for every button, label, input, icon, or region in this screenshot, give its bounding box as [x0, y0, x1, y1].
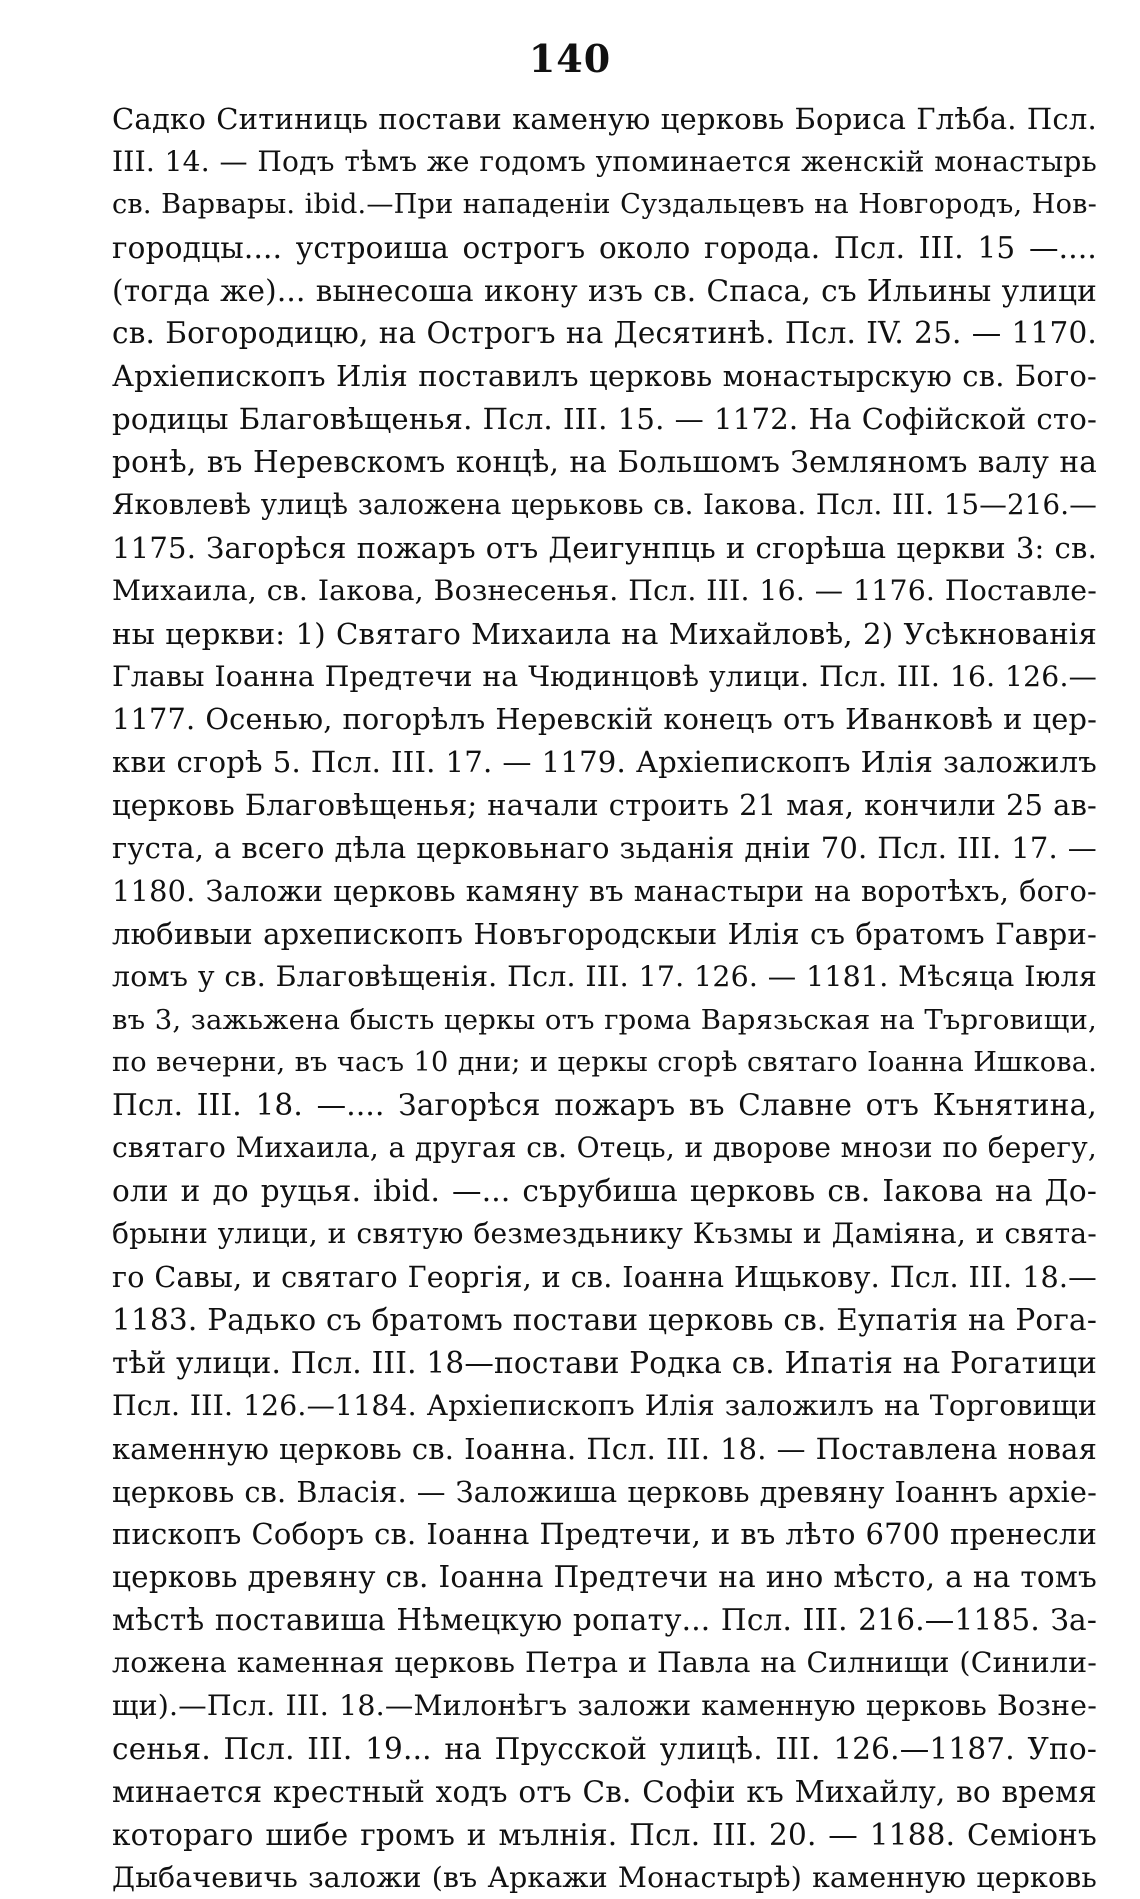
text-line: Архіепископъ Илія поставилъ церковь монастырскую св. Бого-: [112, 359, 1097, 394]
text-line: Псл. III. 18. —.... Загорѣся пожаръ въ Славне отъ Кънятина,: [112, 1088, 1097, 1123]
text-line: святаго Михаила, а другая св. Отець, и дворове мнози по берегу,: [112, 1131, 1097, 1165]
text-line: мѣстѣ поставиша Нѣмецкую ропату... Псл. III. 216.—1185. За-: [112, 1603, 1097, 1638]
text-line: по вечерни, въ часъ 10 дни; и церкы сгорѣ святаго Іоанна Ишкова.: [112, 1046, 1097, 1078]
text-line: пископъ Соборъ св. Іоанна Предтечи, и въ лѣто 6700 пренесли: [112, 1517, 1097, 1552]
text-line: щи).—Псл. III. 18.—Милонѣгъ заложи каменную церковь Возне-: [112, 1688, 1097, 1722]
text-line: III. 14. — Подъ тѣмъ же годомъ упоминается женскій монастырь: [112, 144, 1097, 178]
text-line: ронѣ, въ Неревскомъ концѣ, на Большомъ Земляномъ валу на: [112, 445, 1097, 480]
text-line: 1175. Загорѣся пожаръ отъ Деигунпць и сгорѣша церкви 3: св.: [112, 530, 1097, 565]
text-line: кви сгорѣ 5. Псл. III. 17. — 1179. Архіепископъ Илія заложилъ: [112, 745, 1097, 780]
text-line: городцы.... устроиша острогъ около города. Псл. III. 15 —....: [112, 230, 1097, 265]
text-line: церковь св. Власія. — Заложиша церковь древяну Іоаннъ архіе-: [112, 1474, 1097, 1509]
text-line: Дыбачевичь заложи (въ Аркажи Монастырѣ) каменную церковь: [112, 1860, 1097, 1894]
text-line: минается крестный ходъ отъ Св. Софіи къ Михайлу, во время: [112, 1774, 1097, 1809]
text-line: 1177. Осенью, погорѣлъ Неревскій конецъ отъ Иванковѣ и цер-: [112, 702, 1097, 737]
text-line: 1180. Заложи церковь камяну въ манастыри на воротѣхъ, бого-: [112, 874, 1097, 909]
text-line: Псл. III. 126.—1184. Архіепископъ Илія заложилъ на Торговищи: [112, 1388, 1097, 1422]
text-line: ложена каменная церковь Петра и Павла на Силнищи (Синили-: [112, 1646, 1097, 1680]
text-line: Михаила, св. Іакова, Вознесенья. Псл. III. 16. — 1176. Поставле-: [112, 573, 1097, 607]
text-line: котораго шибе громъ и мълнія. Псл. III. 20. — 1188. Семіонъ: [112, 1817, 1097, 1852]
text-line: Садко Ситиниць постави каменую церковь Бориса Глѣба. Псл.: [112, 102, 1097, 136]
text-line: церковь Благовѣщенья; начали строить 21 мая, кончили 25 ав-: [112, 788, 1097, 823]
text-line: брыни улици, и святую безмездьнику Къзмы и Даміяна, и свята-: [112, 1217, 1097, 1251]
text-line: любивыи архепископъ Новъгородскыи Илія съ братомъ Гаври-: [112, 916, 1097, 951]
text-line: го Савы, и святаго Георгія, и св. Іоанна Ищькову. Псл. III. 18.—: [112, 1260, 1097, 1295]
text-line: 1183. Радько съ братомъ постави церковь св. Еупатія на Рога-: [112, 1302, 1097, 1337]
body-text: [112, 98, 1097, 1899]
text-line: ны церкви: 1) Святаго Михаила на Михайловѣ, 2) Усѣкнованія: [112, 616, 1097, 651]
text-line: ломъ у св. Благовѣщенія. Псл. III. 17. 126. — 1181. Мѣсяца Іюля: [112, 959, 1097, 993]
text-line: въ 3, зажьжена бысть церкы отъ грома Варязьская на Търгoвищи,: [112, 1003, 1097, 1036]
text-line: сенья. Псл. III. 19... на Прусской улицѣ. III. 126.—1187. Упо-: [112, 1731, 1097, 1766]
text-line: родицы Благовѣщенья. Псл. III. 15. — 1172. На Софійской сто-: [112, 402, 1097, 437]
text-line: тѣй улици. Псл. III. 18—постави Родка св. Ипатія на Рогатици: [112, 1345, 1097, 1380]
text-line: церковь древяну св. Іоанна Предтечи на ино мѣсто, а на томъ: [112, 1560, 1097, 1595]
page-number: 140: [528, 36, 612, 81]
text-line: св. Варвары. ibid.—При нападеніи Суздальцевъ на Новгородъ, Нов-: [112, 188, 1097, 220]
text-line: св. Богородицю, на Острогъ на Десятинѣ. Псл. IV. 25. — 1170.: [112, 316, 1097, 351]
text-line: Яковлевѣ улицѣ заложена церьковь св. Іакова. Псл. III. 15—216.—: [112, 488, 1097, 522]
text-line: густа, а всего дѣла церковьнаго зьданія дніи 70. Псл. III. 17. —: [112, 831, 1097, 866]
text-line: Главы Іоанна Предтечи на Чюдинцовѣ улици. Псл. III. 16. 126.—: [112, 659, 1097, 693]
text-line: каменную церковь св. Іоанна. Псл. III. 18. — Поставлена новая: [112, 1431, 1097, 1466]
text-line: оли и до руцья. ibid. —... сърубиша церковь св. Іакова на До-: [112, 1174, 1097, 1209]
text-line: (тогда же)... вынесоша икону изъ св. Спаса, съ Ильины улици: [112, 273, 1097, 308]
